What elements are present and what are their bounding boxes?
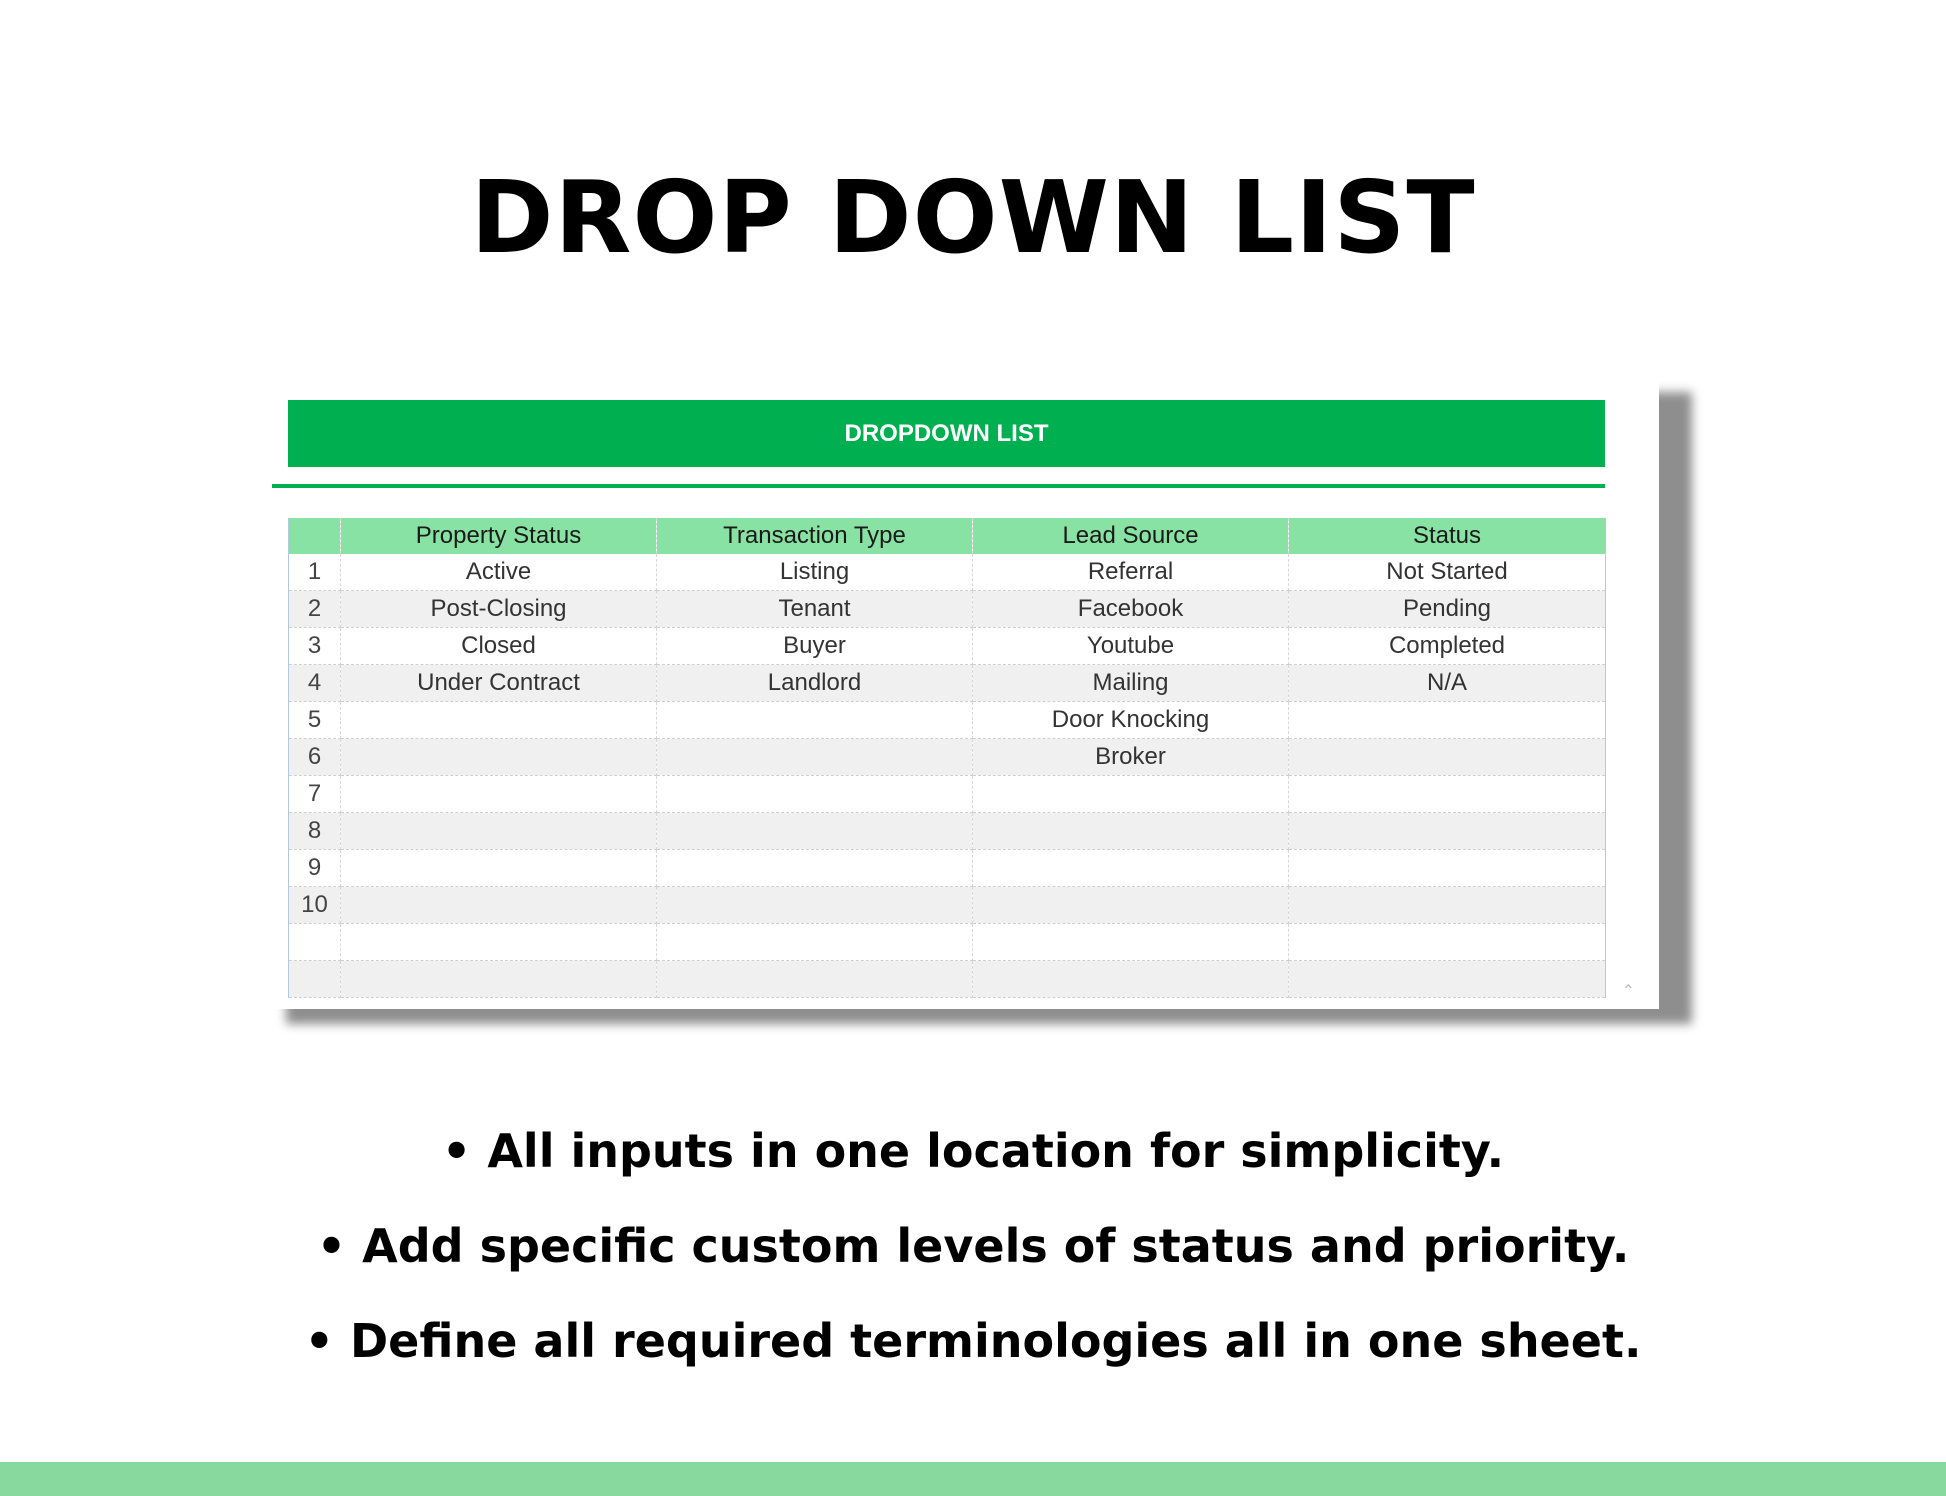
table-body — [289, 554, 1606, 998]
table-cell[interactable] — [657, 887, 973, 924]
table-row — [289, 628, 1606, 665]
table-cell[interactable] — [1289, 887, 1606, 924]
table-cell[interactable]: Broker — [973, 739, 1289, 776]
table-cell[interactable]: Tenant — [657, 591, 973, 628]
row-number: 2 — [289, 591, 341, 628]
table-cell[interactable] — [657, 924, 973, 961]
table-cell[interactable]: Youtube — [973, 628, 1289, 665]
table-row — [289, 739, 1606, 776]
table-cell[interactable]: Active — [341, 554, 657, 591]
table-cell[interactable]: Closed — [341, 628, 657, 665]
table-cell[interactable]: Buyer — [657, 628, 973, 665]
feature-list — [0, 1115, 1946, 1400]
table-cell[interactable] — [1289, 702, 1606, 739]
row-number: 8 — [289, 813, 341, 850]
table-row — [289, 554, 1606, 591]
table-cell[interactable] — [341, 776, 657, 813]
table-cell[interactable] — [657, 850, 973, 887]
table-cell[interactable] — [973, 961, 1289, 998]
table-cell[interactable]: Completed — [1289, 628, 1606, 665]
table-cell[interactable] — [341, 813, 657, 850]
row-number: 3 — [289, 628, 341, 665]
table-cell[interactable]: Door Knocking — [973, 702, 1289, 739]
table-cell[interactable]: Landlord — [657, 665, 973, 702]
bullet-dot-icon: • — [304, 1314, 334, 1368]
row-number: 10 — [289, 887, 341, 924]
table-row — [289, 850, 1606, 887]
sheet-divider — [272, 484, 1605, 488]
page-title: DROP DOWN LIST — [470, 159, 1476, 276]
table-cell[interactable]: Under Contract — [341, 665, 657, 702]
table-cell[interactable] — [1289, 961, 1606, 998]
footer-bar — [0, 1462, 1946, 1496]
table-cell[interactable]: N/A — [1289, 665, 1606, 702]
row-number: 5 — [289, 702, 341, 739]
table-cell[interactable] — [1289, 813, 1606, 850]
table-row — [289, 591, 1606, 628]
row-number: 4 — [289, 665, 341, 702]
feature-item — [0, 1210, 1946, 1305]
table-row — [289, 813, 1606, 850]
table-cell[interactable]: Listing — [657, 554, 973, 591]
table-row — [289, 887, 1606, 924]
table-cell[interactable] — [657, 776, 973, 813]
table-cell[interactable] — [657, 961, 973, 998]
table-row — [289, 924, 1606, 961]
table-cell[interactable] — [973, 887, 1289, 924]
feature-text: Add specific custom levels of status and priority. — [362, 1219, 1630, 1273]
row-number: 7 — [289, 776, 341, 813]
table-cell[interactable] — [973, 813, 1289, 850]
table-cell[interactable]: Facebook — [973, 591, 1289, 628]
table-header-row — [289, 518, 1606, 554]
feature-item — [0, 1305, 1946, 1400]
table-row — [289, 702, 1606, 739]
table-cell[interactable] — [973, 776, 1289, 813]
table-cell[interactable] — [1289, 850, 1606, 887]
table-cell[interactable] — [657, 813, 973, 850]
table-cell[interactable] — [657, 702, 973, 739]
column-header-transaction-type[interactable]: Transaction Type — [657, 518, 973, 554]
feature-item — [0, 1115, 1946, 1210]
table-cell[interactable]: Mailing — [973, 665, 1289, 702]
spreadsheet-preview — [272, 377, 1659, 1009]
row-number: 1 — [289, 554, 341, 591]
table-cell[interactable] — [973, 924, 1289, 961]
column-header-property-status[interactable]: Property Status — [341, 518, 657, 554]
table-cell[interactable] — [1289, 739, 1606, 776]
table-cell[interactable] — [341, 739, 657, 776]
row-number: 9 — [289, 850, 341, 887]
table-row — [289, 665, 1606, 702]
table-cell[interactable]: Post-Closing — [341, 591, 657, 628]
bullet-dot-icon: • — [316, 1219, 347, 1273]
table-cell[interactable] — [973, 850, 1289, 887]
table-cell[interactable]: Referral — [973, 554, 1289, 591]
row-number — [289, 924, 341, 961]
table-cell[interactable] — [1289, 924, 1606, 961]
table-cell[interactable] — [341, 887, 657, 924]
feature-text: All inputs in one location for simplicity. — [487, 1124, 1505, 1178]
scroll-caret-icon[interactable]: ⌃ — [1621, 983, 1635, 1000]
sheet-header: DROPDOWN LIST — [288, 400, 1605, 467]
table-cell[interactable] — [341, 850, 657, 887]
table-cell[interactable]: Not Started — [1289, 554, 1606, 591]
table-cell[interactable]: Pending — [1289, 591, 1606, 628]
table-row — [289, 961, 1606, 998]
table-row — [289, 776, 1606, 813]
table-cell[interactable] — [341, 702, 657, 739]
table-cell[interactable] — [341, 924, 657, 961]
bullet-dot-icon: • — [441, 1124, 472, 1178]
table-cell[interactable] — [341, 961, 657, 998]
sheet-cutoff — [272, 999, 1659, 1009]
row-number — [289, 961, 341, 998]
table-cell[interactable] — [1289, 776, 1606, 813]
feature-text: Define all required terminologies all in one sheet. — [349, 1314, 1642, 1368]
column-header-status[interactable]: Status — [1289, 518, 1606, 554]
table-cell[interactable] — [657, 739, 973, 776]
row-number: 6 — [289, 739, 341, 776]
column-header-lead-source[interactable]: Lead Source — [973, 518, 1289, 554]
row-number-header — [289, 518, 341, 554]
dropdown-table — [288, 518, 1606, 998]
